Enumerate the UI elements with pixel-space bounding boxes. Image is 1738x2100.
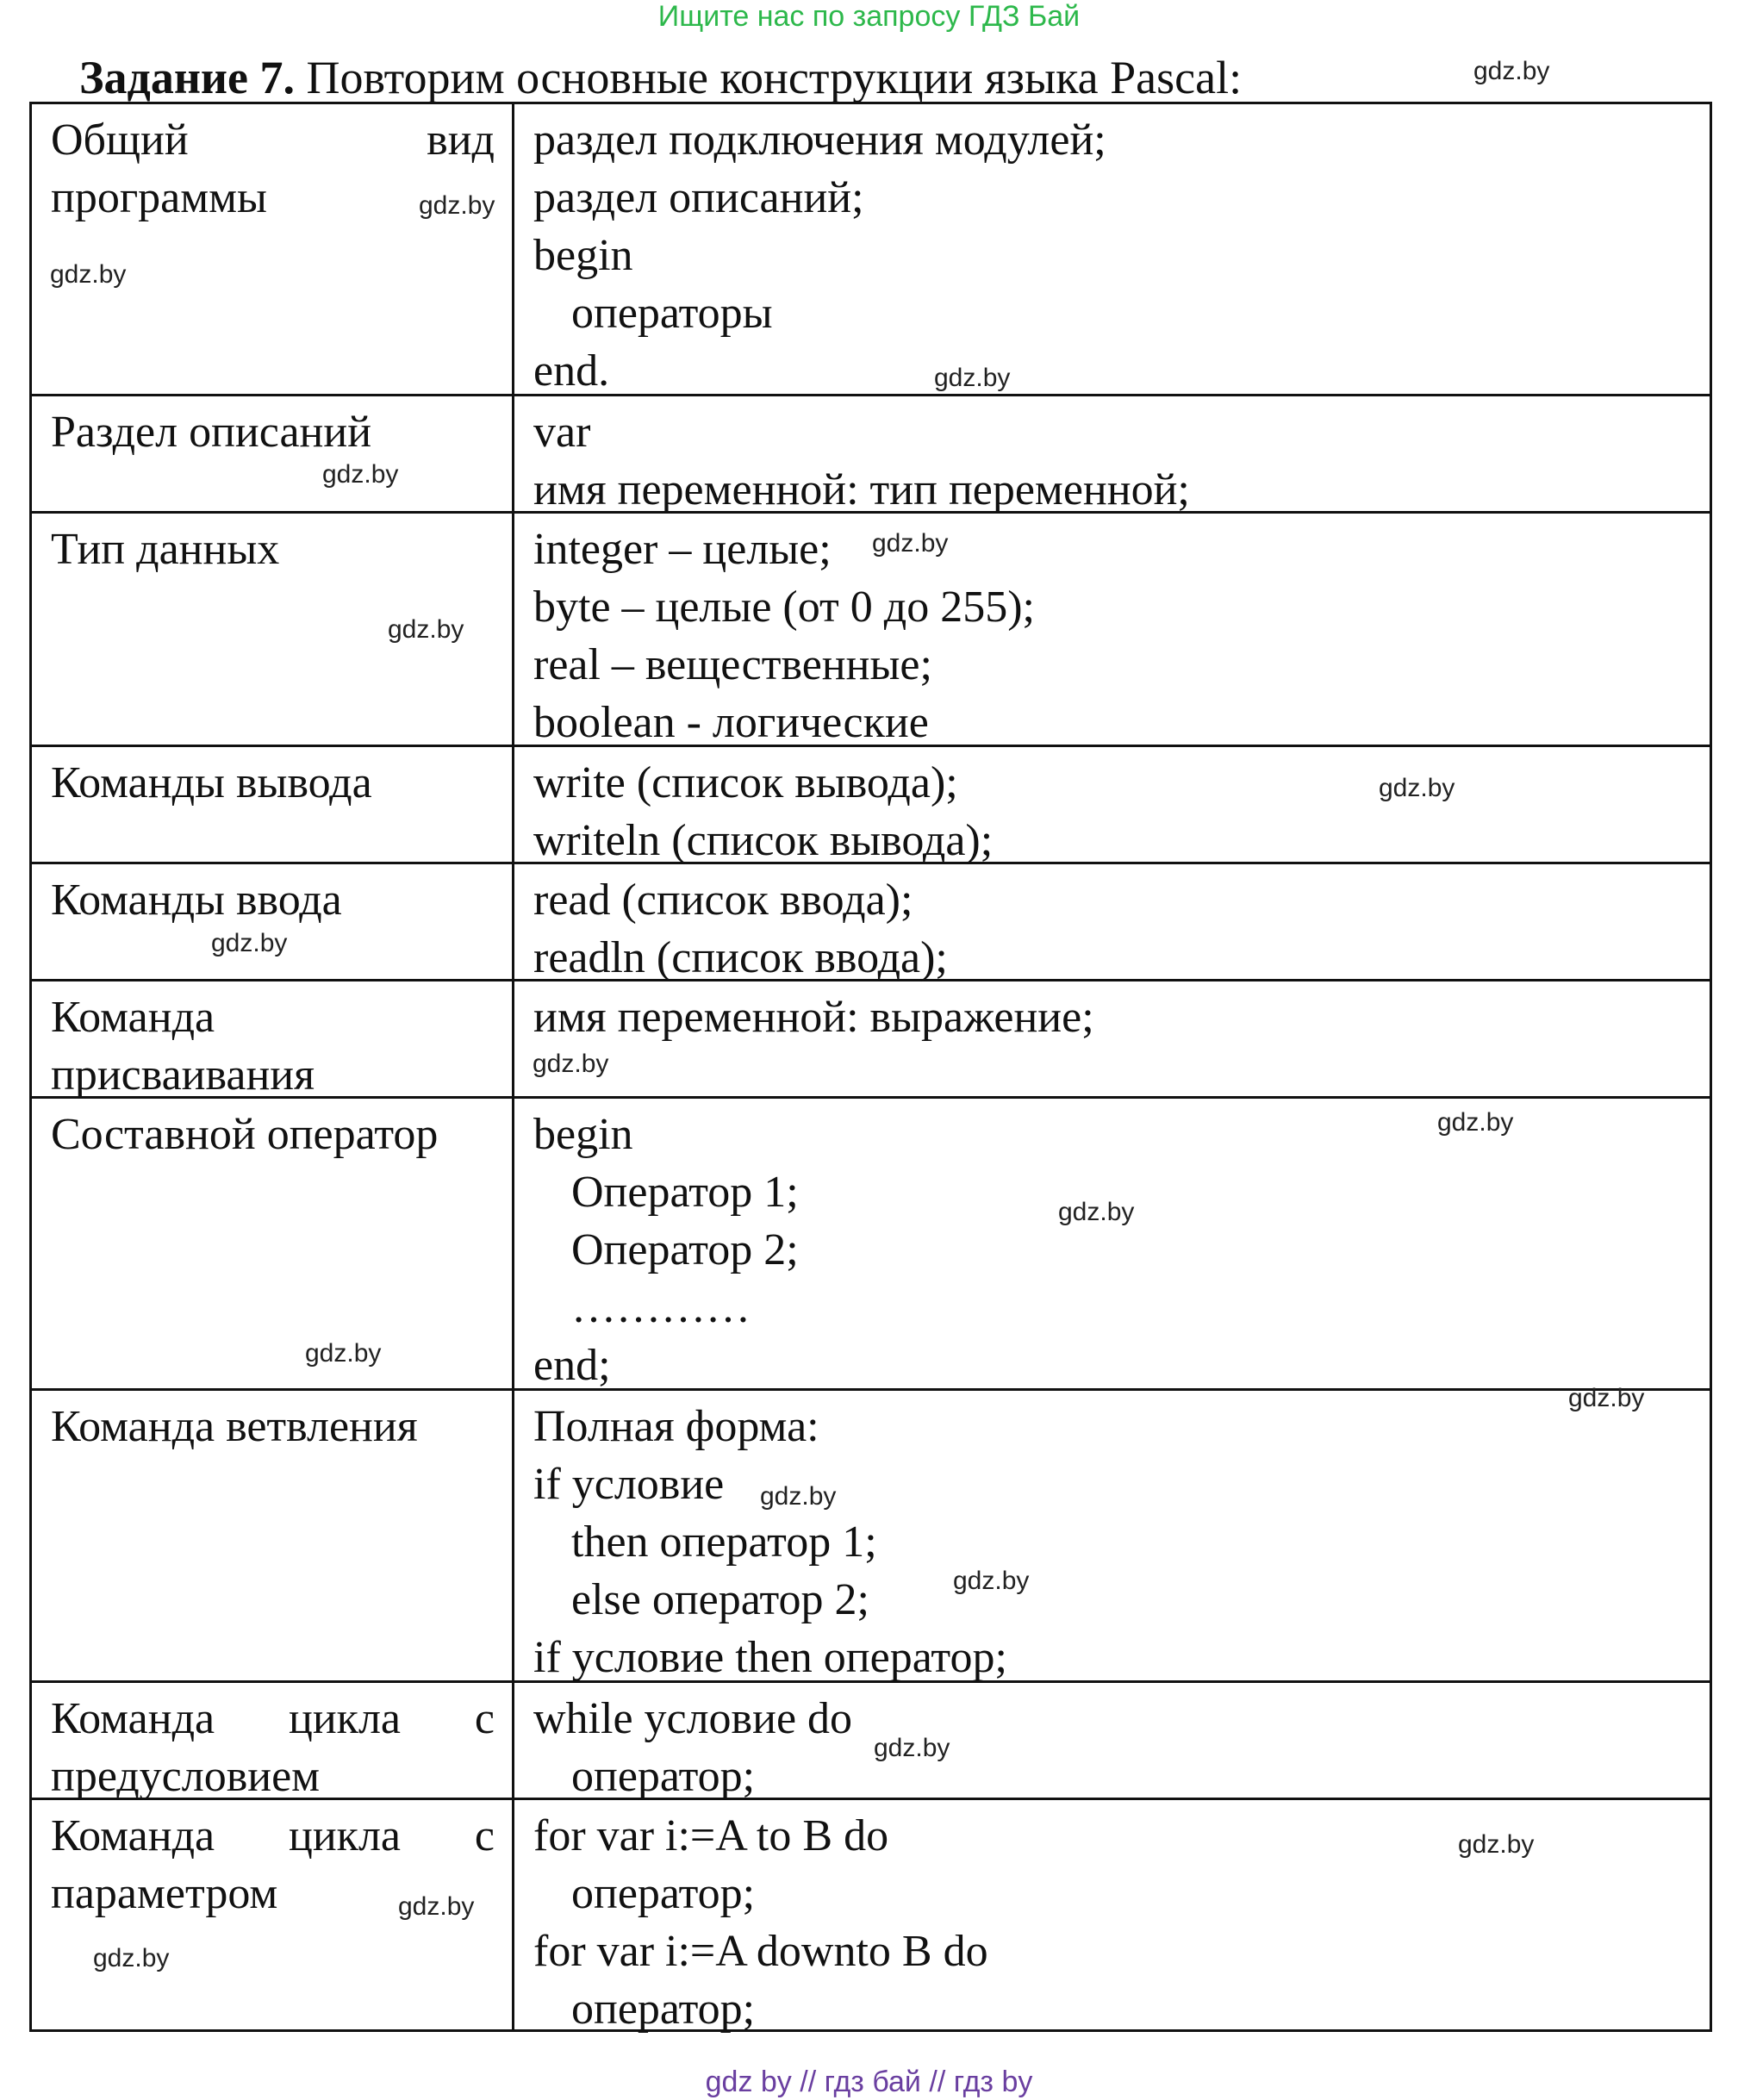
table-row-output: [32, 747, 1710, 864]
syntax-line: begin: [533, 231, 633, 280]
syntax-line: раздел описаний;: [533, 173, 864, 222]
table-row-data-types: [32, 514, 1710, 747]
watermark-text: gdz.by: [1568, 1384, 1645, 1412]
watermark-text: gdz.by: [760, 1482, 837, 1511]
syntax-line: begin: [533, 1110, 633, 1159]
syntax-line: Оператор 2;: [571, 1225, 799, 1274]
watermark-text: gdz.by: [50, 260, 127, 289]
watermark-text: gdz.by: [211, 929, 288, 957]
syntax-cell: [514, 981, 1710, 1096]
syntax-line: readln (список ввода);: [533, 933, 948, 982]
watermark-text: gdz.by: [1437, 1108, 1514, 1137]
pascal-constructs-table: [29, 102, 1712, 2032]
watermark-text: gdz.by: [398, 1892, 475, 1921]
syntax-line: for var i:=A downto B do: [533, 1927, 988, 1976]
syntax-line: оператор;: [571, 1752, 756, 1801]
syntax-line: имя переменной: тип переменной;: [533, 465, 1190, 514]
syntax-cell: [514, 1099, 1710, 1388]
syntax-cell: [514, 104, 1710, 394]
syntax-line: Оператор 1;: [571, 1168, 799, 1217]
table-row-program-structure: [32, 104, 1710, 396]
syntax-line: end.: [533, 346, 610, 396]
syntax-cell: [514, 864, 1710, 982]
term-cell: Команда цикла с предусловием: [32, 1683, 514, 1798]
watermark-text: gdz.by: [1058, 1198, 1135, 1226]
syntax-line: операторы: [571, 289, 773, 338]
syntax-line: if условие: [533, 1460, 725, 1509]
term-cell: Команда ветвления: [32, 1391, 514, 1680]
term-cell: Команда цикла с параметром: [32, 1800, 514, 2029]
syntax-cell: [514, 747, 1710, 865]
syntax-line: boolean - логические: [533, 698, 929, 747]
syntax-line: read (список ввода);: [533, 876, 913, 925]
table-row-compound-statement: [32, 1099, 1710, 1391]
term-cell: Тип данных: [32, 514, 514, 745]
task-text: Повторим основные конструкции языка Pascal:: [295, 52, 1243, 103]
search-hint-link[interactable]: Ищите нас по запросу ГДЗ Бай: [657, 0, 1081, 33]
syntax-cell: [514, 1683, 1710, 1801]
watermark-text: gdz.by: [872, 529, 949, 558]
table-row-declarations: [32, 396, 1710, 514]
term-cell: Составной оператор: [32, 1099, 514, 1388]
term-line: присваивания: [51, 1050, 315, 1100]
watermark-text: gdz.by: [388, 615, 464, 644]
term-cell: Раздел описаний: [32, 396, 514, 511]
syntax-line: real – вещественные;: [533, 640, 932, 689]
watermark-text: gdz.by: [419, 191, 495, 220]
syntax-line: then оператор 1;: [571, 1517, 877, 1567]
watermark-text: gdz.by: [934, 364, 1011, 392]
syntax-cell: [514, 514, 1710, 745]
watermark-text: gdz.by: [1473, 57, 1550, 85]
table-row-branching: [32, 1391, 1710, 1683]
term-cell: Общий вид программы: [32, 104, 514, 394]
syntax-cell: [514, 1391, 1710, 1680]
syntax-line: оператор;: [571, 1985, 756, 2034]
table-row-input: [32, 864, 1710, 981]
task-label: Задание 7.: [79, 52, 296, 103]
footer-links[interactable]: gdz by // гдз бай // гдз by: [705, 2066, 1033, 2098]
syntax-cell: [514, 396, 1710, 514]
watermark-text: gdz.by: [322, 460, 399, 489]
syntax-line: byte – целые (от 0 до 255);: [533, 583, 1035, 632]
term-cell: [32, 981, 514, 1100]
syntax-line: var: [533, 408, 591, 457]
term-cell: Команды ввода: [32, 864, 514, 979]
table-row-while-loop: [32, 1683, 1710, 1800]
watermark-text: gdz.by: [1379, 774, 1455, 802]
watermark-text: gdz.by: [1458, 1830, 1535, 1859]
syntax-line: for var i:=A to B do: [533, 1811, 889, 1860]
syntax-line: оператор;: [571, 1869, 756, 1918]
term-cell: Команды вывода: [32, 747, 514, 862]
task-heading: [79, 50, 1242, 105]
syntax-line: integer – целые;: [533, 525, 832, 574]
table-row-assignment: [32, 981, 1710, 1099]
term-line: Команда: [51, 993, 215, 1042]
syntax-line: else оператор 2;: [571, 1575, 869, 1624]
watermark-text: gdz.by: [533, 1050, 609, 1078]
syntax-line: writeln (список вывода);: [533, 816, 994, 865]
syntax-line: имя переменной: выражение;: [533, 993, 1094, 1042]
watermark-text: gdz.by: [305, 1339, 382, 1368]
syntax-line: …………: [571, 1283, 751, 1332]
syntax-line: while условие do: [533, 1694, 853, 1743]
syntax-line: write (список вывода);: [533, 758, 958, 807]
watermark-text: gdz.by: [874, 1734, 950, 1762]
syntax-line: end;: [533, 1341, 611, 1390]
syntax-line: Полная форма:: [533, 1402, 819, 1451]
syntax-line: if условие then оператор;: [533, 1633, 1007, 1682]
watermark-text: gdz.by: [93, 1944, 170, 1972]
syntax-line: раздел подключения модулей;: [533, 115, 1106, 165]
watermark-text: gdz.by: [953, 1567, 1030, 1595]
